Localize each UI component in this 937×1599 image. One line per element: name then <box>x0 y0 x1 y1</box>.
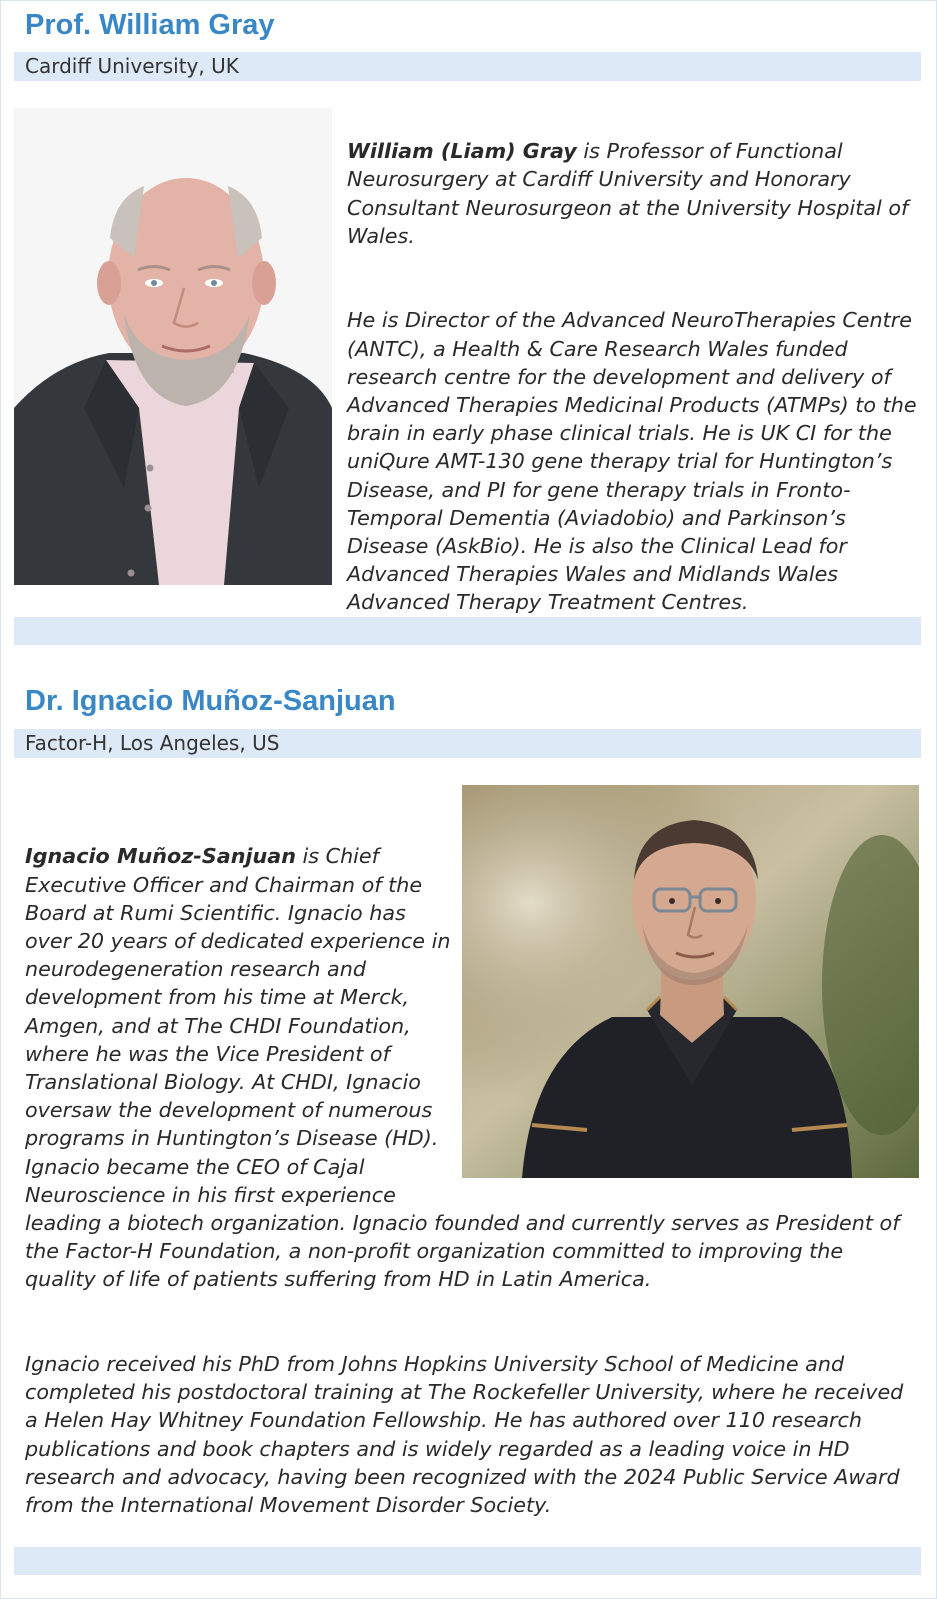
bio-lead-name: Ignacio Muñoz-Sanjuan <box>25 844 296 869</box>
bio-paragraph-2: Ignacio received his PhD from Johns Hopkins University School of Medicine and completed his postdoctoral training at The Rockefeller University, where he received a Helen Hay Whitney Foundation Fellowship. He has authored over 110 research publications and book chapters and is widely regarded as a leading voice in HD research and advocacy, having been recognized with the 2024 Public Service Award from the International Movement Disorder Society. <box>25 1352 904 1518</box>
speaker-bio-gray <box>347 109 927 645</box>
bio-paragraph-2: He is Director of the Advanced NeuroTherapies Centre (ANTC), a Health & Care Research Wales funded research centre for the development and delivery of Advanced Therapies Medicinal Products (ATMPs) to the brain in early phase clinical trials. He is UK CI for the uniQure AMT-130 gene therapy trial for Huntington’s Disease, and PI for gene therapy trials in Fronto-Temporal Dementia (Aviadobio) and Parkinson’s Disease (AskBio). He is also the Clinical Lead for Advanced Therapies Wales and Midlands Wales Advanced Therapy Treatment Centres. <box>347 308 917 615</box>
bio-text: is Professor of Functional Neurosurgery at Cardiff University and Honorary Consultant Neurosurgeon at the University Hospital of Wales. <box>347 139 909 248</box>
speaker-bio-munoz <box>25 786 915 1547</box>
bio-lead-name: William (Liam) Gray <box>347 139 577 164</box>
speaker-affiliation-gray: Cardiff University, UK <box>14 52 921 81</box>
speaker-name-gray: Prof. William Gray <box>25 9 275 41</box>
photo-spacer <box>453 814 915 1206</box>
section-divider <box>14 617 921 645</box>
speaker-name-munoz: Dr. Ignacio Muñoz-Sanjuan <box>25 685 396 717</box>
speaker-photo-gray <box>14 108 332 585</box>
bio-text: is Chief Executive Officer and Chairman of the Board at Rumi Scientific. Ignacio has over 20 years of dedicated experience in neurodegeneration research and development from his time at Merck, Amgen, and at The CHDI Foundation, where he was the Vice President of Translational Biology. At CHDI, Ignacio oversaw the development of numerous programs in Huntington’s Disease (HD). Ignacio became the CEO of Cajal Neuroscience in his first experience leading a biotech organization. Ignacio founded and currently serves as President of the Factor-H Foundation, a non-profit organization committed to improving the quality of life of patients suffering from HD in Latin America. <box>25 844 900 1292</box>
bio-paragraph-1 <box>347 137 927 250</box>
section-divider <box>14 1547 921 1575</box>
speaker-affiliation-munoz: Factor-H, Los Angeles, US <box>14 729 921 758</box>
